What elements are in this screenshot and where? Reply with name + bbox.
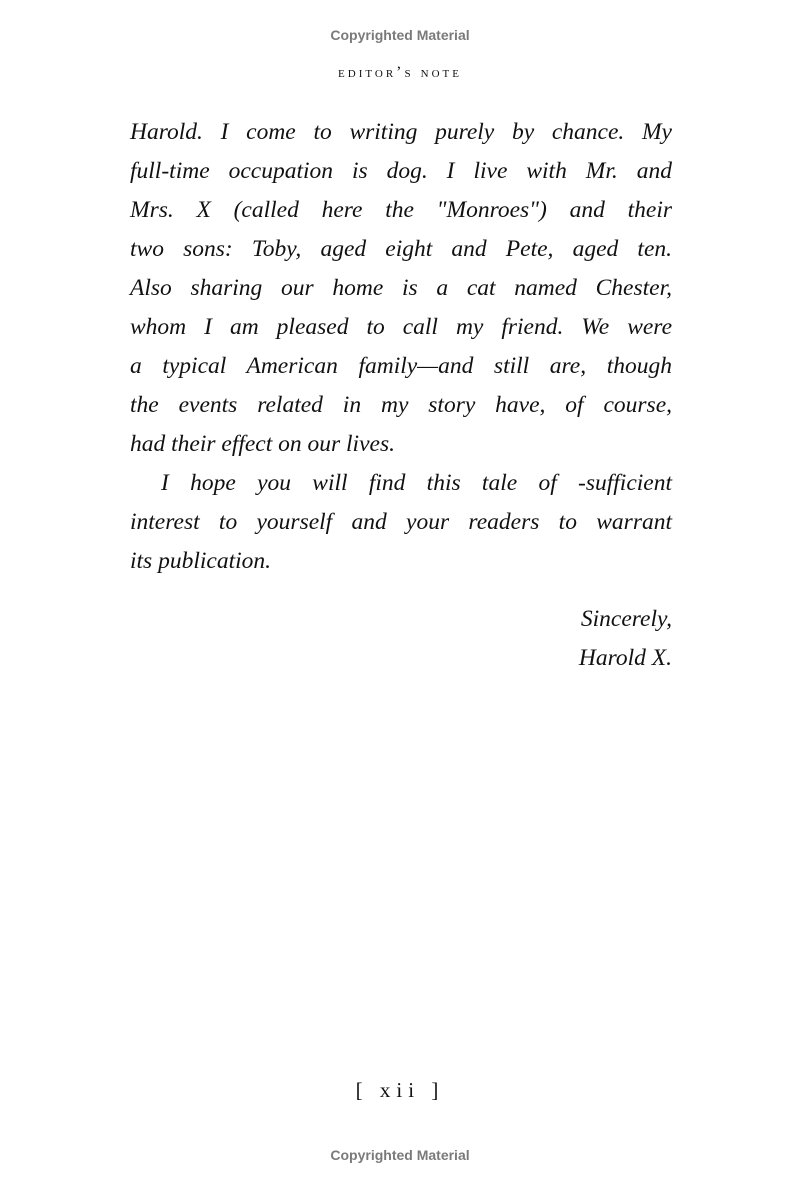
text-line: the events related in my story have, of course, — [130, 392, 672, 418]
salutation: Sincerely, — [580, 606, 672, 632]
text-line: Also sharing our home is a cat named Chester, — [130, 275, 672, 301]
body-text — [130, 113, 672, 581]
page-number: [ xii ] — [355, 1078, 445, 1102]
text-line: I hope you will find this tale of -sufficient — [161, 470, 672, 496]
text-line: whom I am pleased to call my friend. We were — [130, 314, 672, 340]
text-line: a typical American family—and still are, though — [130, 353, 672, 379]
text-line: Mrs. X (called here the "Monroes") and their — [130, 197, 672, 223]
paragraph-1 — [130, 113, 672, 464]
running-head: editor’s note — [338, 64, 462, 81]
text-line: its publication. — [130, 548, 271, 574]
copyright-watermark-bottom: Copyrighted Material — [330, 1147, 470, 1163]
text-line: two sons: Toby, aged eight and Pete, aged ten. — [130, 236, 672, 262]
text-line: had their effect on our lives. — [130, 431, 395, 457]
text-line: interest to yourself and your readers to warrant — [130, 509, 672, 535]
signature: Harold X. — [578, 645, 672, 671]
text-line: full-time occupation is dog. I live with Mr. and — [130, 158, 672, 184]
paragraph-2 — [130, 464, 672, 581]
letter-closing — [579, 600, 672, 678]
text-line: Harold. I come to writing purely by chance. My — [130, 119, 672, 145]
copyright-watermark-top: Copyrighted Material — [330, 27, 470, 43]
